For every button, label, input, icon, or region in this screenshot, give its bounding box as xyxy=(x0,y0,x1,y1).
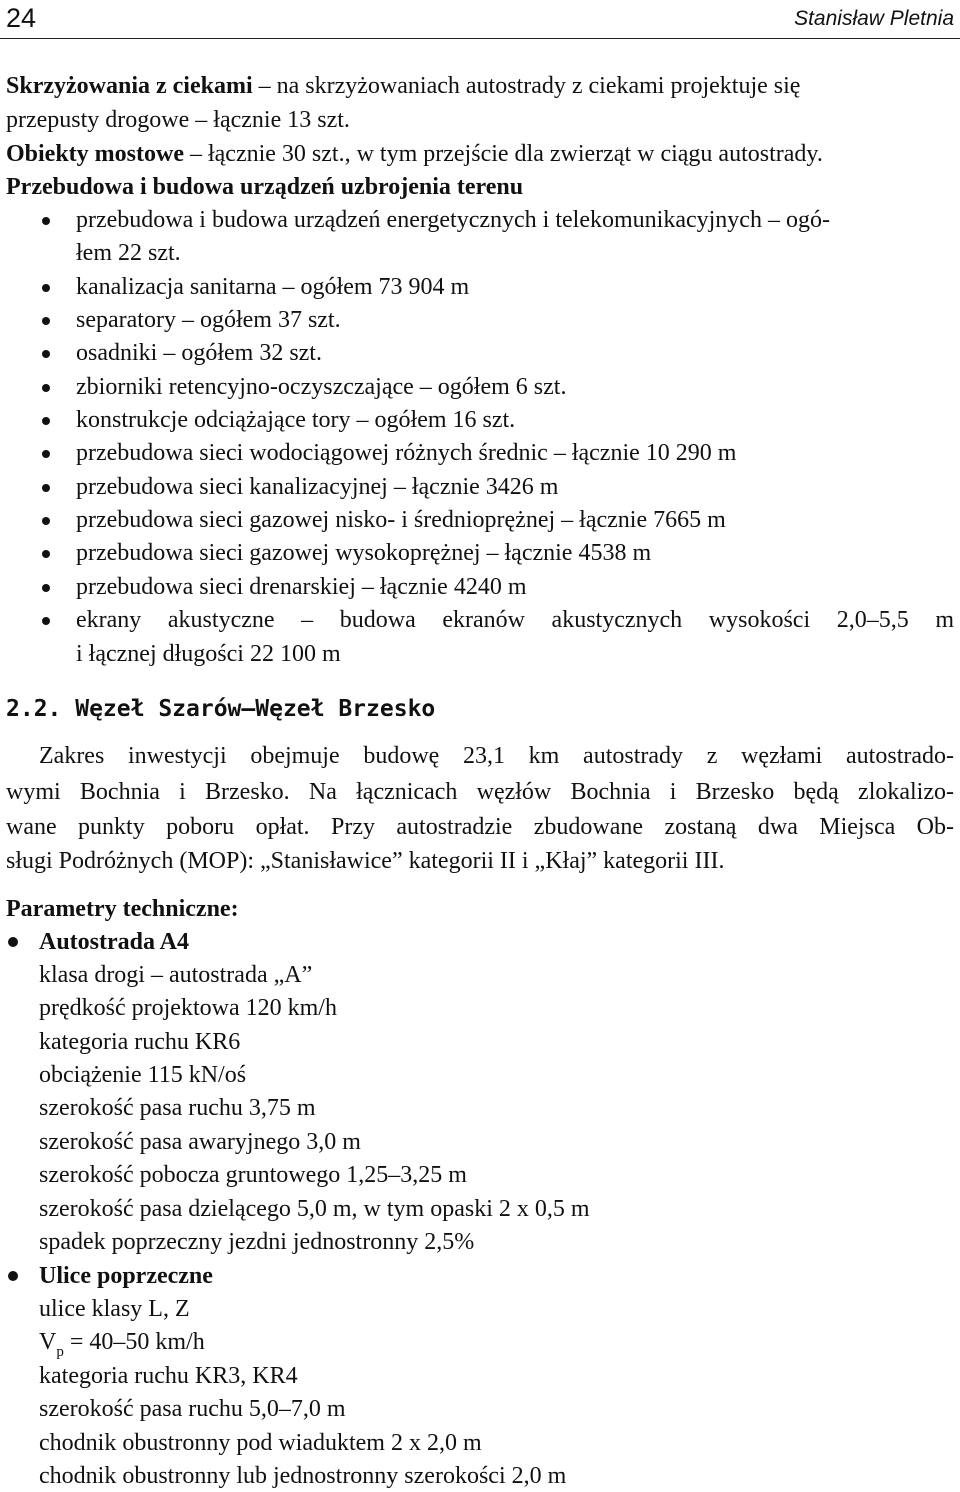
list-item-continuation: łem 22 szt. xyxy=(76,240,181,266)
parameters-heading: Parametry techniczne: xyxy=(6,896,239,922)
a4-title: Autostrada A4 xyxy=(39,929,190,955)
bullet-icon xyxy=(42,317,50,325)
bridges-line xyxy=(6,139,823,169)
crossings-line-2: przepusty drogowe – łącznie 13 szt. xyxy=(6,107,350,133)
speed-subscript: p xyxy=(56,1344,64,1360)
reconstruction-heading: Przebudowa i budowa urządzeń uzbrojenia terenu xyxy=(6,174,524,200)
design-speed-line xyxy=(39,1327,205,1360)
paragraph-line: wane punkty poboru opłat. Przy autostradzie zbudowane zostaną dwa Miejsca Ob- xyxy=(6,814,954,840)
speed-symbol: V xyxy=(39,1329,57,1355)
bullet-icon xyxy=(42,217,50,225)
paragraph-line: Zakres inwestycji obejmuje budowę 23,1 km autostrady z węzłami autostrado- xyxy=(39,743,954,769)
list-item: przebudowa sieci gazowej wysokoprężnej – łącznie 4538 m xyxy=(76,540,652,566)
bullet-icon xyxy=(42,617,50,625)
a4-param: szerokość pasa ruchu 3,75 m xyxy=(39,1095,316,1121)
bullet-icon xyxy=(42,450,50,458)
list-item: zbiorniki retencyjno-oczyszczające – ogółem 6 szt. xyxy=(76,374,567,400)
a4-param: kategoria ruchu KR6 xyxy=(39,1029,241,1055)
bullet-icon xyxy=(42,550,50,558)
list-item: przebudowa i budowa urządzeń energetycznych i telekomunikacyjnych – ogó- xyxy=(76,207,830,233)
cross-param: kategoria ruchu KR3, KR4 xyxy=(39,1363,298,1389)
cross-param: chodnik obustronny pod wiaduktem 2 x 2,0 m xyxy=(39,1430,482,1456)
a4-param: klasa drogi – autostrada „A” xyxy=(39,962,313,988)
bridges-text: – łącznie 30 szt., w tym przejście dla zwierząt w ciągu autostrady. xyxy=(183,141,823,167)
bridges-label: Obiekty mostowe xyxy=(6,141,184,167)
bullet-icon xyxy=(42,584,50,592)
list-item: kanalizacja sanitarna – ogółem 73 904 m xyxy=(76,274,470,300)
list-item: przebudowa sieci gazowej nisko- i średnioprężnej – łącznie 7665 m xyxy=(76,507,726,533)
list-item: osadniki – ogółem 32 szt. xyxy=(76,340,322,366)
list-item: przebudowa sieci kanalizacyjnej – łącznie 3426 m xyxy=(76,474,559,500)
bullet-icon xyxy=(42,284,50,292)
list-item: konstrukcje odciążające tory – ogółem 16 szt. xyxy=(76,407,516,433)
running-author: Stanisław Pletnia xyxy=(794,7,954,30)
list-item-continuation: i łącznej długości 22 100 m xyxy=(76,641,341,667)
a4-param: szerokość pasa awaryjnego 3,0 m xyxy=(39,1129,361,1155)
cross-param: szerokość pasa ruchu 5,0–7,0 m xyxy=(39,1396,346,1422)
a4-param: prędkość projektowa 120 km/h xyxy=(39,995,337,1021)
paragraph-line: sługi Podróżnych (MOP): „Stanisławice” kategorii II i „Kłaj” kategorii III. xyxy=(6,848,725,874)
bullet-icon xyxy=(8,1271,18,1281)
bullet-icon xyxy=(42,384,50,392)
list-item: przebudowa sieci drenarskiej – łącznie 4240 m xyxy=(76,574,527,600)
crossings-label: Skrzyżowania z ciekami xyxy=(6,73,253,99)
bullet-icon xyxy=(42,350,50,358)
list-item: przebudowa sieci wodociągowej różnych średnic – łącznie 10 290 m xyxy=(76,440,737,466)
bullet-icon xyxy=(8,937,18,947)
crossings-line xyxy=(6,71,800,101)
paragraph-line: wymi Bochnia i Brzesko. Na łącznicach węzłów Bochnia i Brzesko będą zlokalizo- xyxy=(6,779,954,805)
cross-param: chodnik obustronny lub jednostronny szerokości 2,0 m xyxy=(39,1463,567,1489)
page-header xyxy=(0,0,960,39)
section-title: 2.2. Węzeł Szarów–Węzeł Brzesko xyxy=(6,696,436,722)
cross-param: ulice klasy L, Z xyxy=(39,1296,190,1322)
cross-streets-title: Ulice poprzeczne xyxy=(39,1263,213,1289)
crossings-text: – na skrzyżowaniach autostrady z ciekami projektuje się xyxy=(252,73,801,99)
bullet-icon xyxy=(42,417,50,425)
a4-param: obciążenie 115 kN/oś xyxy=(39,1062,247,1088)
speed-value: = 40–50 km/h xyxy=(63,1329,205,1355)
page-number: 24 xyxy=(6,3,37,33)
list-item: separatory – ogółem 37 szt. xyxy=(76,307,341,333)
a4-param: szerokość pobocza gruntowego 1,25–3,25 m xyxy=(39,1162,467,1188)
bullet-icon xyxy=(42,484,50,492)
list-item: ekrany akustyczne – budowa ekranów akustycznych wysokości 2,0–5,5 m xyxy=(76,607,954,633)
bullet-icon xyxy=(42,517,50,525)
a4-param: szerokość pasa dzielącego 5,0 m, w tym opaski 2 x 0,5 m xyxy=(39,1196,590,1222)
a4-param: spadek poprzeczny jezdni jednostronny 2,5% xyxy=(39,1229,475,1255)
